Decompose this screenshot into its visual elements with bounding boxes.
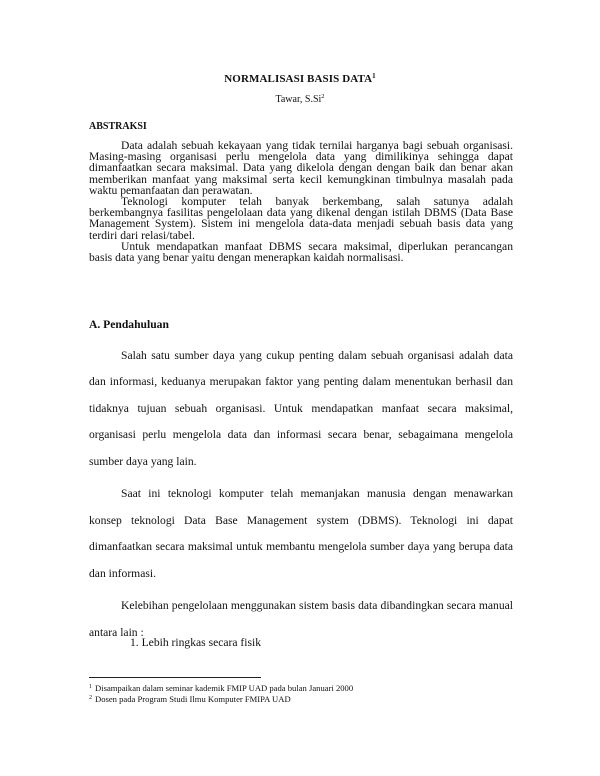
footnote-divider [89, 677, 261, 678]
paper-title [0, 73, 600, 85]
author-line [0, 94, 600, 105]
footnote-1 [89, 683, 353, 694]
author-footnote-mark: 2 [321, 93, 325, 100]
abstract-body [89, 140, 513, 263]
section-paragraph-1: Salah satu sumber daya yang cukup penting dalam sebuah organisasi adalah data dan informasi, keduanya merupakan faktor yang penting dalam menentukan berhasil dan tidaknya tujuan sebuah organisasi. Untuk mendapatkan manfaat secara maksimal, organisasi perlu mengelola data dan informasi secara benar, sebagaimana mengelola sumber daya yang lain. [89, 349, 513, 468]
footnote-2 [89, 694, 353, 705]
footnote-mark: 1 [89, 684, 92, 690]
list-item: 1. Lebih ringkas secara fisik [130, 636, 262, 649]
footnotes [89, 683, 353, 705]
title-footnote-mark: 1 [372, 72, 376, 80]
footnote-text: Disampaikan dalam seminar kademik FMIP UAD pada bulan Januari 2000 [95, 683, 354, 693]
title-text: NORMALISASI BASIS DATA [224, 73, 373, 85]
abstract-heading: ABSTRAKSI [89, 121, 147, 132]
footnote-mark: 2 [89, 695, 92, 701]
section-paragraph-2: Saat ini teknologi komputer telah memanjakan manusia dengan menawarkan konsep teknologi Data Base Management system (DBMS). Teknologi ini dapat dimanfaatkan secara maksimal untuk membantu mengelola sumber daya yang berupa data dan informasi. [89, 487, 513, 580]
abstract-paragraph-1: Data adalah sebuah kekayaan yang tidak ternilai harganya bagi sebuah organisasi. Masing-masing organisasi perlu mengelola data yang dimilikinya sehingga dapat dimanfaatkan secara maksimal. Data yang dikelola dengan dengan baik dan benar akan memberikan manfaat yang maksimal serta kecil kemungkinan timbulnya masalah pada waktu pemanfaatan dan perawatan. [89, 139, 513, 197]
section-heading: A. Pendahuluan [89, 318, 169, 331]
section-body [89, 343, 513, 653]
author-name: Tawar, S.Si [275, 94, 322, 105]
abstract-paragraph-2: Teknologi komputer telah banyak berkembang, salah satunya adalah berkembangnya fasilitas pengelolaan data yang dikenal dengan istilah DBMS (Data Base Management System). Sistem ini mengelola data-data menjadi sebuah basis data yang terdiri dari relasi/tabel. [89, 195, 513, 242]
section-paragraph-3: Kelebihan pengelolaan menggunakan sistem basis data dibandingkan secara manual antara lain : [89, 599, 513, 639]
footnote-text: Dosen pada Program Studi Ilmu Komputer FMIPA UAD [95, 694, 291, 704]
abstract-paragraph-3: Untuk mendapatkan manfaat DBMS secara maksimal, diperlukan perancangan basis data yang benar yaitu dengan menerapkan kaidah normalisasi. [89, 239, 513, 265]
